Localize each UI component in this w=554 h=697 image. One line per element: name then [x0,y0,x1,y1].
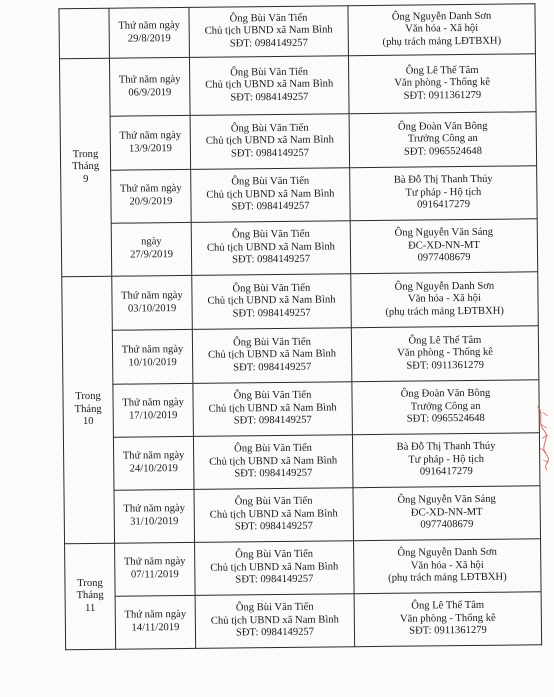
chairman-title: Chủ tịch UBND xã Nam Bình [206,241,336,254]
month-label [65,543,116,650]
table-row [64,486,541,544]
chairman-phone: SĐT: 0984149257 [232,307,311,320]
meeting-date-line: Thứ năm ngày [123,556,186,569]
meeting-date-line: 06/9/2019 [128,86,172,99]
chairman-title: Chủ tịch UBND xã Nam Bình [209,455,338,468]
member-info-line: (phụ trách mảng LĐTBXH) [382,35,502,48]
member-info-line: Văn hóa - Xã hội [410,559,484,572]
meeting-date [111,222,192,276]
member-info-line: Bà Đỗ Thị Thanh Thúy [393,173,493,186]
chairman-phone: SĐT: 0984149257 [233,361,312,374]
member-info-line: Ông Nguyễn Văn Sáng [394,226,494,239]
chairman-info [191,168,351,223]
chairman-name: Ông Bùi Văn Tiến [229,12,308,25]
chairman-title: Chủ tịch UBND xã Nam Bình [206,188,335,201]
member-info-line: Trưởng Công an [407,133,478,145]
member-info [353,486,541,541]
member-info-line: Ông Lê Thế Tâm [411,599,485,612]
chairman-info [193,435,353,490]
member-info-line: Ông Nguyễn Văn Sáng [397,493,496,506]
member-info-line: Ông Đoàn Văn Bông [400,387,491,400]
chairman-info [193,382,353,437]
month-label-line: Trong [75,390,101,403]
member-info [354,592,542,647]
member-info-line: Tư pháp - Hộ tịch [405,186,482,199]
chairman-phone: SĐT: 0984149257 [234,467,313,480]
member-info [354,539,542,594]
member-info-line: 0977408679 [417,252,471,264]
chairman-info [195,541,355,596]
meeting-date-line: ngày [141,236,162,248]
duty-schedule-table [58,3,542,650]
chairman-info [192,274,352,330]
chairman-info [190,114,350,170]
meeting-date-line: 17/10/2019 [129,410,178,422]
meeting-date [113,436,194,490]
table-row [61,219,538,277]
meeting-date-line: Thứ năm ngày [122,397,184,410]
chairman-name: Ông Bùi Văn Tiến [230,122,309,135]
meeting-date [109,7,190,58]
chairman-phone: SĐT: 0984149257 [234,520,313,533]
member-info-line: Văn hóa - Xã hội [407,293,482,305]
member-info-line: Ông Nguyễn Danh Sơn [391,10,492,23]
chairman-phone: SĐT: 0984149257 [233,414,312,427]
chairman-phone: SĐT: 0984149257 [235,573,314,586]
meeting-date-line: 29/8/2019 [127,32,171,45]
member-info-line: SĐT: 0911361279 [406,359,485,372]
chairman-title: Chủ tịch UBND xã Nam Bình [205,78,334,91]
meeting-date [111,169,192,223]
meeting-date [114,489,195,543]
chairman-phone: SĐT: 0984149257 [230,147,310,160]
member-info-line: ĐC-XD-NN-MT [407,239,480,252]
table-row [62,326,539,385]
meeting-date-line: 31/10/2019 [130,516,179,528]
table-row [62,272,539,331]
member-info-line: (phụ trách mảng LĐTBXH) [388,571,507,585]
chairman-name: Ông Bùi Văn Tiến [231,228,310,241]
meeting-date [113,383,194,437]
member-info [348,4,536,56]
chairman-info [191,221,351,276]
member-info-line: Văn hóa - Xã hội [405,23,479,35]
chairman-info [194,488,354,543]
member-info-line: Trưởng Công an [410,400,481,413]
meeting-date-line: Thứ năm ngày [123,503,186,516]
chairman-name: Ông Bùi Văn Tiến [234,495,313,508]
member-info-line: SĐT: 0965524648 [403,145,483,158]
chairman-info [189,6,349,58]
chairman-info [192,328,352,384]
chairman-title: Chủ tịch UBND xã Nam Bình [210,614,339,627]
chairman-title: Chủ tịch UBND xã Nam Bình [208,348,337,361]
member-info-line: Văn phòng - Thống kê [399,612,496,625]
chairman-name: Ông Bùi Văn Tiến [233,389,312,402]
chairman-title: Chủ tịch UBND xã Nam Bình [210,561,339,574]
table-row [59,4,535,59]
member-info [351,326,539,382]
month-label-line: Tháng [74,403,102,415]
meeting-date-line: 03/10/2019 [127,302,177,315]
member-info-line: (phụ trách mảng LĐTBXH) [385,305,504,318]
member-info [348,54,536,114]
chairman-name: Ông Bùi Văn Tiến [231,175,310,188]
month-label [62,276,115,544]
meeting-date [112,275,193,330]
table-row [61,166,538,224]
chairman-info [195,594,355,649]
member-info-line: SĐT: 0965524648 [406,413,485,425]
month-label-line: 9 [83,173,89,185]
month-label-line: Tháng [71,161,100,173]
meeting-date [112,329,193,384]
month-label [59,58,111,277]
table-row [59,54,536,117]
meeting-date-line: 14/11/2019 [131,622,180,634]
member-info-line: Văn phòng - Thống kê [397,346,493,359]
meeting-date-line: Thứ năm ngày [118,19,180,32]
chairman-phone: SĐT: 0984149257 [235,626,315,639]
chairman-phone: SĐT: 0984149257 [229,37,308,50]
meeting-date-line: Thứ năm ngày [122,450,185,463]
meeting-date-line: Thứ năm ngày [124,609,187,622]
meeting-date [109,57,190,116]
meeting-date [115,542,196,596]
chairman-phone: SĐT: 0984149257 [232,253,311,266]
month-label [59,8,110,59]
chairman-title: Chủ tịch UBND xã Nam Bình [204,24,333,37]
month-label-line: Trong [72,148,99,160]
chairman-name: Ông Bùi Văn Tiến [232,336,311,349]
member-info-line: Ông Lê Thế Tâm [408,334,482,347]
meeting-date-line: Thứ năm ngày [121,343,184,356]
table-row [65,592,542,650]
month-label-line: 11 [85,602,96,614]
meeting-date-line: 27/9/2019 [129,249,174,261]
member-info-line: SĐT: 0911361279 [403,89,482,102]
meeting-date-line: Thứ năm ngày [119,183,182,196]
member-info [351,272,539,328]
chairman-title: Chủ tịch UBND xã Nam Bình [207,294,336,307]
chairman-title: Chủ tịch UBND xã Nam Bình [209,508,338,521]
member-info-line: 0916417279 [416,199,471,211]
chairman-info [189,56,349,116]
chairman-name: Ông Bùi Văn Tiến [235,548,314,561]
member-info-line: Tư pháp - Hộ tịch [408,453,485,466]
meeting-date [110,115,191,170]
member-info-line: Ông Lê Thế Tâm [405,64,479,77]
member-info [350,166,538,221]
meeting-date-line: 24/10/2019 [129,463,178,475]
member-info-line: Ông Đoàn Văn Bông [397,120,488,133]
member-info [350,219,538,274]
chairman-name: Ông Bùi Văn Tiến [234,442,313,455]
chairman-name: Ông Bùi Văn Tiến [230,66,309,79]
chairman-title: Chủ tịch UBND xã Nam Bình [208,402,337,415]
month-label-line: Tháng [76,590,104,602]
meeting-date [115,595,196,649]
chairman-title: Chủ tịch UBND xã Nam Bình [205,134,334,147]
table-row [63,380,540,438]
member-info [352,433,540,488]
member-info-line: SĐT: 0911361279 [409,625,487,637]
red-stamp-mark [535,402,552,472]
meeting-date-line: Thứ năm ngày [118,73,181,86]
member-info-line: 0916417279 [419,466,473,478]
month-label-line: Trong [77,577,103,589]
member-info [352,380,540,435]
chairman-phone: SĐT: 0984149257 [230,91,309,104]
member-info [349,112,537,168]
chairman-phone: SĐT: 0984149257 [231,200,310,213]
meeting-date-line: Thứ năm ngày [121,289,183,302]
table-row [65,539,542,597]
chairman-name: Ông Bùi Văn Tiến [232,282,311,295]
member-info-line: Ông Nguyễn Danh Sơn [397,546,497,559]
member-info-line: 0977408679 [420,519,474,531]
meeting-date-line: 07/11/2019 [130,569,179,581]
table-row [60,112,537,171]
meeting-date-line: 10/10/2019 [128,356,177,369]
meeting-date-line: 20/9/2019 [129,196,173,208]
chairman-name: Ông Bùi Văn Tiến [235,601,314,614]
meeting-date-line: Thứ năm ngày [119,129,182,142]
member-info-line: Bà Đỗ Thị Thanh Thúy [396,440,496,453]
table-row [63,433,540,491]
member-info-line: Ông Nguyễn Danh Sơn [394,280,495,293]
member-info-line: ĐC-XD-NN-MT [410,506,483,519]
member-info-line: Văn phòng - Thống kê [394,76,491,89]
meeting-date-line: 13/9/2019 [128,142,172,155]
month-label-line: 10 [82,416,94,428]
